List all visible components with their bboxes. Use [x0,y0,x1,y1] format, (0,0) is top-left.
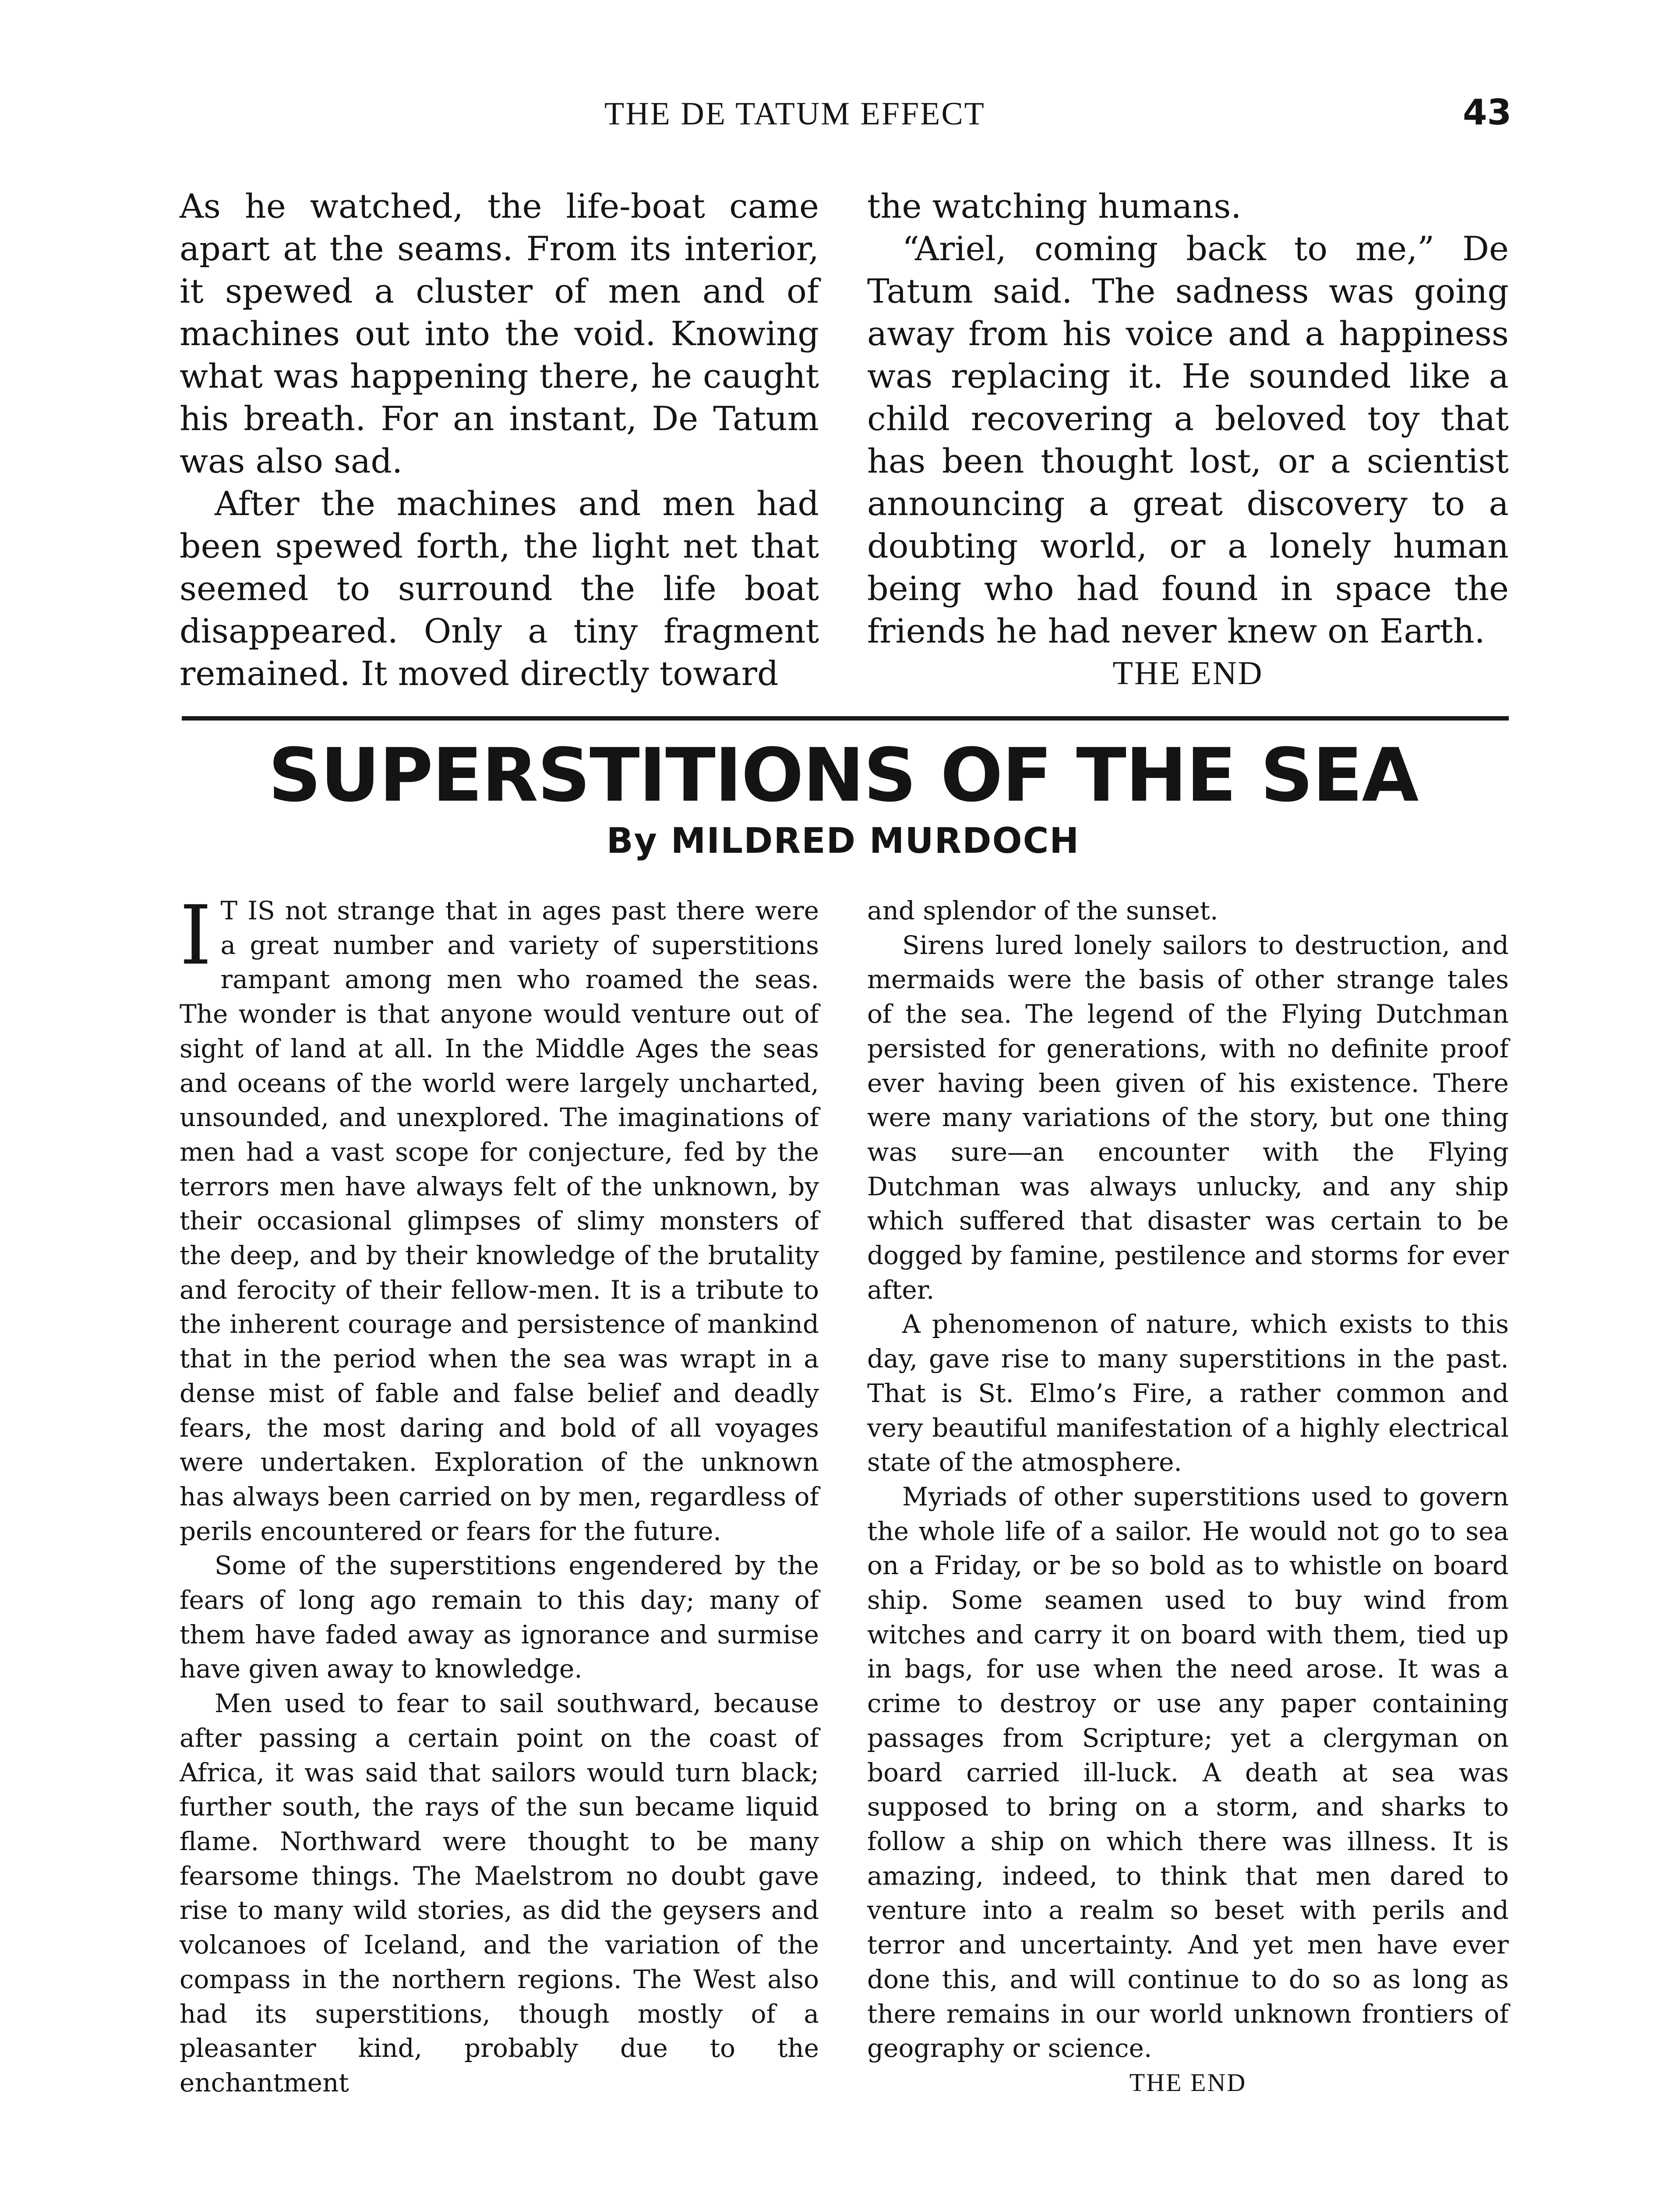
story-paragraph: As he watched, the life-boat came apart at the seams. From its interior, it spewed a cluster of men and of machines out into the void. Knowing what was happening there, he caught his breath. For an instant, De Tatum was also sad. [180,187,819,480]
story-paragraph: the watching humans. [867,187,1242,226]
article-first-paragraph: T IS not strange that in ages past there were a great number and variety of superstitions rampant among men who roamed the seas. The wonder is that anyone would venture out of sight of land at all. In the Middle Ages the seas and oceans of the world were largely uncharted, unsounded, and unexplored. The imaginations of men had a vast scope for conjecture, fed by the terrors men have always felt of the unknown, by their occasional glimpses of slimy monsters of the deep, and by their knowledge of the brutality and ferocity of their fellow-men. It is a tribute to the inherent courage and persistence of mankind that in the period when the sea was wrapt in a dense mist of fable and false belief and deadly fears, the most daring and bold of all voyages were undertaken. Exploration of the unknown has always been carried on by men, regardless of perils encountered or fears for the future. [180,896,819,1546]
section-divider [182,716,1509,721]
article-title: SUPERSTITIONS OF THE SEA [268,732,1418,818]
article-paragraph: Sirens lured lonely sailors to destruction, and mermaids were the basis of other strange tales of the sea. The legend of the Flying Dutchman persisted for generations, with no definite proof ever having been given of his existence. There were many variations of the story, but one thing was sure—an encounter with the Flying Dutchman was always unlucky, and any ship which suffered that disaster was certain to be dogged by famine, pestilence and storms for ever after. [867,930,1509,1305]
article-paragraph: A phenomenon of nature, which exists to this day, gave rise to many superstitions in the past. That is St. Elmo’s Fire, a rather common and very beautiful manifestation of a highly electrical state of the atmosphere. [867,1309,1509,1477]
story-left-column [180,185,819,695]
story-paragraph: After the machines and men had been spewed forth, the light net that seemed to surround the life boat disappeared. Only a tiny fragment remained. It moved directly toward [180,484,819,693]
article-byline: By MILDRED MURDOCH [606,820,1080,861]
article-left-column [180,888,819,2100]
story-right-column [867,185,1509,695]
running-title: THE DE TATUM EFFECT [604,96,985,132]
article-end-mark: THE END [1129,2068,1247,2097]
page-number: 43 [1463,92,1512,133]
article-paragraph [180,888,819,1548]
article-paragraph: Men used to fear to sail southward, because after passing a certain point on the coast of Africa, it was said that sailors would turn black; further south, the rays of the sun became liquid flame. Northward were thought to be many fearsome things. The Maelstrom no doubt gave rise to many wild stories, as did the geysers and volcanoes of Iceland, and the variation of the compass in the northern regions. The West also had its superstitions, though mostly of a pleasanter kind, probably due to the enchantment [180,1688,819,2098]
drop-cap: I [180,888,212,983]
story-paragraph: “Ariel, coming back to me,” De Tatum said. The sadness was going away from his voice and a happiness was replacing it. He sounded like a child recovering a beloved toy that has been thought lost, or a scientist announcing a great discovery to a doubting world, or a lonely human being who had found in space the friends he had never knew on Earth. [867,229,1509,650]
article-paragraph: Some of the superstitions engendered by the fears of long ago remain to this day; many of them have faded away as ignorance and surmise have given away to knowledge. [180,1551,819,1684]
article-paragraph: Myriads of other superstitions used to govern the whole life of a sailor. He would not go to sea on a Friday, or be so bold as to whistle on board ship. Some seamen used to buy wind from witches and carry it on board with them, tied up in bags, for use when the need arose. It was a crime to destroy or use any paper containing passages from Scripture; yet a clergyman on board carried ill-luck. A death at sea was supposed to bring on a storm, and sharks to follow a ship on which there was illness. It is amazing, indeed, to think that men dared to venture into a realm so beset with perils and terror and uncertainty. And yet men have ever done this, and will continue to do so as long as there remains in our world unknown frontiers of geography or science. [867,1481,1509,2063]
article-right-column [867,894,1509,2100]
story-end-mark: THE END [1112,655,1264,692]
article-paragraph: and splendor of the sunset. [867,896,1218,925]
